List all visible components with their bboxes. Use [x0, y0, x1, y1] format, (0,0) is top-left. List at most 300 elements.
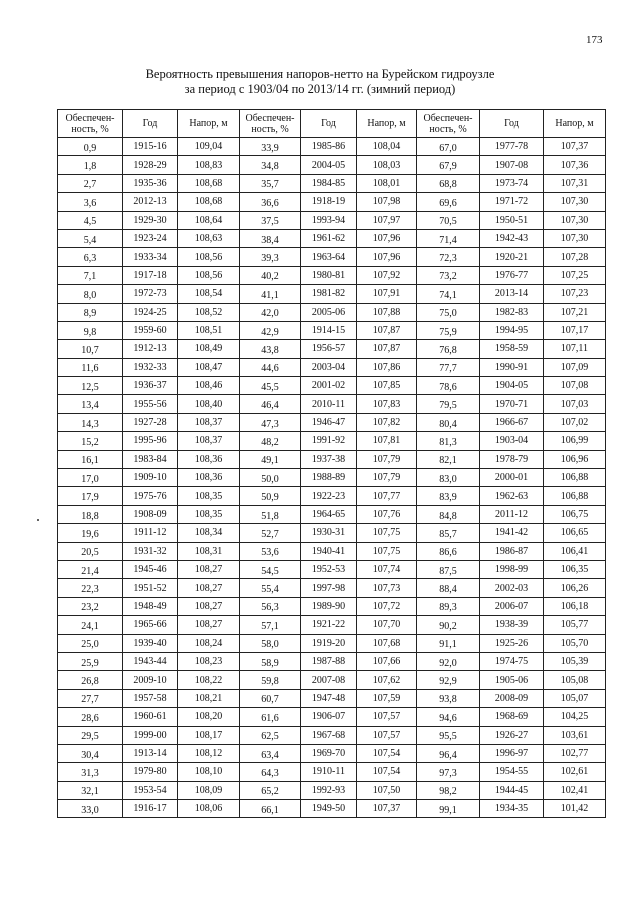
- table-cell: 98,2: [417, 781, 480, 799]
- table-cell: 59,8: [240, 671, 301, 689]
- table-cell: 107,85: [357, 377, 417, 395]
- table-cell: 77,7: [417, 358, 480, 376]
- table-cell: 2002-03: [480, 579, 544, 597]
- table-cell: 1994-95: [480, 321, 544, 339]
- table-cell: 105,08: [544, 671, 606, 689]
- table-cell: 1921-22: [301, 616, 357, 634]
- table-cell: 82,1: [417, 450, 480, 468]
- table-cell: 6,3: [58, 248, 123, 266]
- table-cell: 1962-63: [480, 487, 544, 505]
- table-cell: 57,1: [240, 616, 301, 634]
- table-cell: 1955-56: [123, 395, 178, 413]
- table-cell: 108,36: [178, 469, 240, 487]
- table-cell: 107,54: [357, 763, 417, 781]
- table-cell: 78,6: [417, 377, 480, 395]
- table-row: [58, 303, 606, 321]
- table-cell: 28,6: [58, 708, 123, 726]
- table-cell: 76,8: [417, 340, 480, 358]
- table-cell: 26,8: [58, 671, 123, 689]
- table-cell: 95,5: [417, 726, 480, 744]
- table-cell: 1975-76: [123, 487, 178, 505]
- table-cell: 88,4: [417, 579, 480, 597]
- table-cell: 107,86: [357, 358, 417, 376]
- table-row: [58, 505, 606, 523]
- table-cell: 1953-54: [123, 781, 178, 799]
- table-row: [58, 156, 606, 174]
- table-cell: 89,3: [417, 597, 480, 615]
- table-cell: 106,35: [544, 560, 606, 578]
- table-cell: 49,1: [240, 450, 301, 468]
- table-cell: 92,0: [417, 652, 480, 670]
- table-cell: 8,0: [58, 285, 123, 303]
- table-cell: 53,6: [240, 542, 301, 560]
- table-cell: 107,79: [357, 450, 417, 468]
- table-cell: 99,1: [417, 800, 480, 818]
- table-cell: 107,82: [357, 413, 417, 431]
- table-cell: 24,1: [58, 616, 123, 634]
- table-cell: 102,41: [544, 781, 606, 799]
- table-cell: 1913-14: [123, 744, 178, 762]
- table-cell: 33,0: [58, 800, 123, 818]
- table-cell: 1934-35: [480, 800, 544, 818]
- table-body: [58, 138, 606, 818]
- table-cell: 90,2: [417, 616, 480, 634]
- table-row: [58, 266, 606, 284]
- table-cell: 106,18: [544, 597, 606, 615]
- table-cell: 3,6: [58, 193, 123, 211]
- table-cell: 1971-72: [480, 193, 544, 211]
- table-cell: 1917-18: [123, 266, 178, 284]
- table-cell: 2012-13: [123, 193, 178, 211]
- table-cell: 2006-07: [480, 597, 544, 615]
- table-cell: 1924-25: [123, 303, 178, 321]
- table-cell: 1922-23: [301, 487, 357, 505]
- table-cell: 1937-38: [301, 450, 357, 468]
- table-cell: 107,37: [357, 800, 417, 818]
- header-probability-3: [417, 110, 480, 138]
- table-cell: 68,8: [417, 174, 480, 192]
- table-cell: 107,92: [357, 266, 417, 284]
- table-row: [58, 560, 606, 578]
- table-cell: 47,3: [240, 413, 301, 431]
- table-cell: 42,9: [240, 321, 301, 339]
- table-cell: 2003-04: [301, 358, 357, 376]
- table-cell: 75,9: [417, 321, 480, 339]
- table-cell: 107,57: [357, 726, 417, 744]
- table-cell: 108,06: [178, 800, 240, 818]
- scan-speck: [37, 519, 39, 521]
- table-cell: 1988-89: [301, 469, 357, 487]
- header-year-2: [301, 110, 357, 138]
- table-row: [58, 708, 606, 726]
- table-header-row: [58, 110, 606, 138]
- table-cell: 58,9: [240, 652, 301, 670]
- table-row: [58, 800, 606, 818]
- table-cell: 73,2: [417, 266, 480, 284]
- table-cell: 16,1: [58, 450, 123, 468]
- table-cell: 1974-75: [480, 652, 544, 670]
- table-cell: 56,3: [240, 597, 301, 615]
- header-text: Год: [321, 118, 336, 129]
- table-cell: 1963-64: [301, 248, 357, 266]
- header-text: Обеспечен- ность, %: [423, 112, 473, 135]
- table-cell: 1941-42: [480, 524, 544, 542]
- table-cell: 107,91: [357, 285, 417, 303]
- table-cell: 37,5: [240, 211, 301, 229]
- table-cell: 107,17: [544, 321, 606, 339]
- table-cell: 14,3: [58, 413, 123, 431]
- table-cell: 107,25: [544, 266, 606, 284]
- table-cell: 11,6: [58, 358, 123, 376]
- table-cell: 2013-14: [480, 285, 544, 303]
- table-cell: 69,6: [417, 193, 480, 211]
- header-text: Год: [504, 118, 519, 129]
- table-cell: 1965-66: [123, 616, 178, 634]
- table-cell: 67,0: [417, 138, 480, 156]
- table-cell: 106,75: [544, 505, 606, 523]
- table-cell: 1950-51: [480, 211, 544, 229]
- table-cell: 54,5: [240, 560, 301, 578]
- table-cell: 1905-06: [480, 671, 544, 689]
- table-row: [58, 781, 606, 799]
- table-cell: 50,0: [240, 469, 301, 487]
- header-head-1: [178, 110, 240, 138]
- table-cell: 106,99: [544, 432, 606, 450]
- table-row: [58, 487, 606, 505]
- document-title: [100, 67, 540, 97]
- table-cell: 1964-65: [301, 505, 357, 523]
- table-cell: 10,7: [58, 340, 123, 358]
- table-cell: 85,7: [417, 524, 480, 542]
- header-text: Напор, м: [555, 118, 594, 129]
- table-cell: 108,23: [178, 652, 240, 670]
- table-cell: 1935-36: [123, 174, 178, 192]
- table-cell: 107,96: [357, 248, 417, 266]
- table-cell: 108,27: [178, 597, 240, 615]
- table-cell: 1968-69: [480, 708, 544, 726]
- table-cell: 1980-81: [301, 266, 357, 284]
- table-cell: 1930-31: [301, 524, 357, 542]
- table-cell: 1979-80: [123, 763, 178, 781]
- table-cell: 108,51: [178, 321, 240, 339]
- table-cell: 75,0: [417, 303, 480, 321]
- table-cell: 107,08: [544, 377, 606, 395]
- table-cell: 91,1: [417, 634, 480, 652]
- table-cell: 108,63: [178, 229, 240, 247]
- table-cell: 1945-46: [123, 560, 178, 578]
- table-cell: 1957-58: [123, 689, 178, 707]
- table-cell: 18,8: [58, 505, 123, 523]
- table-cell: 1925-26: [480, 634, 544, 652]
- table-row: [58, 652, 606, 670]
- table-cell: 58,0: [240, 634, 301, 652]
- table-cell: 106,88: [544, 487, 606, 505]
- table-cell: 94,6: [417, 708, 480, 726]
- table-cell: 1961-62: [301, 229, 357, 247]
- table-cell: 1920-21: [480, 248, 544, 266]
- table-cell: 108,49: [178, 340, 240, 358]
- table-cell: 70,5: [417, 211, 480, 229]
- table-cell: 108,36: [178, 450, 240, 468]
- header-year-3: [480, 110, 544, 138]
- table-cell: 104,25: [544, 708, 606, 726]
- table-cell: 34,8: [240, 156, 301, 174]
- table-cell: 107,09: [544, 358, 606, 376]
- table-cell: 1977-78: [480, 138, 544, 156]
- table-cell: 1927-28: [123, 413, 178, 431]
- table-cell: 107,83: [357, 395, 417, 413]
- table-cell: 1960-61: [123, 708, 178, 726]
- table-row: [58, 542, 606, 560]
- table-cell: 1996-97: [480, 744, 544, 762]
- table-cell: 107,21: [544, 303, 606, 321]
- table-cell: 107,74: [357, 560, 417, 578]
- table-cell: 1959-60: [123, 321, 178, 339]
- table-cell: 108,68: [178, 174, 240, 192]
- table-row: [58, 193, 606, 211]
- table-cell: 107,70: [357, 616, 417, 634]
- table-cell: 1947-48: [301, 689, 357, 707]
- table-cell: 48,2: [240, 432, 301, 450]
- header-text: Напор, м: [189, 118, 228, 129]
- table-cell: 1919-20: [301, 634, 357, 652]
- table-cell: 107,36: [544, 156, 606, 174]
- table-cell: 60,7: [240, 689, 301, 707]
- table-cell: 1912-13: [123, 340, 178, 358]
- table-cell: 108,54: [178, 285, 240, 303]
- table-cell: 22,3: [58, 579, 123, 597]
- table-row: [58, 579, 606, 597]
- table-cell: 1990-91: [480, 358, 544, 376]
- table-cell: 108,46: [178, 377, 240, 395]
- table-cell: 1983-84: [123, 450, 178, 468]
- table-cell: 71,4: [417, 229, 480, 247]
- table-cell: 108,01: [357, 174, 417, 192]
- header-text: Напор, м: [367, 118, 406, 129]
- table-row: [58, 229, 606, 247]
- table-cell: 2007-08: [301, 671, 357, 689]
- table-cell: 83,0: [417, 469, 480, 487]
- table-cell: 87,5: [417, 560, 480, 578]
- table-cell: 106,88: [544, 469, 606, 487]
- table-cell: 1998-99: [480, 560, 544, 578]
- header-probability-1: [58, 110, 123, 138]
- table-cell: 107,30: [544, 211, 606, 229]
- table-cell: 1997-98: [301, 579, 357, 597]
- table-cell: 17,0: [58, 469, 123, 487]
- table-cell: 1951-52: [123, 579, 178, 597]
- table-cell: 107,54: [357, 744, 417, 762]
- table-cell: 107,97: [357, 211, 417, 229]
- table-cell: 67,9: [417, 156, 480, 174]
- table-cell: 107,73: [357, 579, 417, 597]
- table-cell: 84,8: [417, 505, 480, 523]
- table-cell: 107,87: [357, 321, 417, 339]
- table-cell: 102,77: [544, 744, 606, 762]
- table-cell: 55,4: [240, 579, 301, 597]
- header-head-2: [357, 110, 417, 138]
- header-head-3: [544, 110, 606, 138]
- table-cell: 1944-45: [480, 781, 544, 799]
- table-cell: 1958-59: [480, 340, 544, 358]
- table-row: [58, 616, 606, 634]
- table-cell: 66,1: [240, 800, 301, 818]
- table-row: [58, 432, 606, 450]
- table-cell: 1909-10: [123, 469, 178, 487]
- page-number: 173: [586, 34, 603, 46]
- table-row: [58, 340, 606, 358]
- table-cell: 108,27: [178, 560, 240, 578]
- table-cell: 105,77: [544, 616, 606, 634]
- table-cell: 46,4: [240, 395, 301, 413]
- table-cell: 1932-33: [123, 358, 178, 376]
- table-cell: 74,1: [417, 285, 480, 303]
- table-cell: 15,2: [58, 432, 123, 450]
- table-cell: 107,31: [544, 174, 606, 192]
- table-cell: 25,9: [58, 652, 123, 670]
- table-cell: 107,96: [357, 229, 417, 247]
- header-text: Обеспечен- ность, %: [245, 112, 295, 135]
- table-cell: 1982-83: [480, 303, 544, 321]
- table-cell: 23,2: [58, 597, 123, 615]
- table-row: [58, 689, 606, 707]
- table-cell: 108,37: [178, 413, 240, 431]
- table-cell: 13,4: [58, 395, 123, 413]
- table-row: [58, 744, 606, 762]
- table-cell: 1903-04: [480, 432, 544, 450]
- table-cell: 107,23: [544, 285, 606, 303]
- table-cell: 27,7: [58, 689, 123, 707]
- table-cell: 109,04: [178, 138, 240, 156]
- table-cell: 36,6: [240, 193, 301, 211]
- table-row: [58, 726, 606, 744]
- header-probability-2: [240, 110, 301, 138]
- table-cell: 106,41: [544, 542, 606, 560]
- header-year-1: [123, 110, 178, 138]
- table-cell: 107,57: [357, 708, 417, 726]
- table-cell: 107,28: [544, 248, 606, 266]
- table-row: [58, 211, 606, 229]
- table-cell: 1992-93: [301, 781, 357, 799]
- table-row: [58, 524, 606, 542]
- table-cell: 106,96: [544, 450, 606, 468]
- table-cell: 1906-07: [301, 708, 357, 726]
- table-cell: 108,40: [178, 395, 240, 413]
- table-cell: 107,98: [357, 193, 417, 211]
- table-cell: 32,1: [58, 781, 123, 799]
- table-row: [58, 469, 606, 487]
- table-cell: 92,9: [417, 671, 480, 689]
- table-cell: 64,3: [240, 763, 301, 781]
- table-cell: 107,68: [357, 634, 417, 652]
- table-cell: 107,75: [357, 524, 417, 542]
- table-cell: 1995-96: [123, 432, 178, 450]
- table-cell: 17,9: [58, 487, 123, 505]
- table-cell: 1908-09: [123, 505, 178, 523]
- table-cell: 107,37: [544, 138, 606, 156]
- table-cell: 62,5: [240, 726, 301, 744]
- table-cell: 1910-11: [301, 763, 357, 781]
- table-cell: 1,8: [58, 156, 123, 174]
- table-cell: 108,24: [178, 634, 240, 652]
- table-cell: 1938-39: [480, 616, 544, 634]
- table-cell: 79,5: [417, 395, 480, 413]
- table-cell: 108,20: [178, 708, 240, 726]
- table-cell: 52,7: [240, 524, 301, 542]
- table-cell: 1972-73: [123, 285, 178, 303]
- table-cell: 2001-02: [301, 377, 357, 395]
- table-row: [58, 248, 606, 266]
- table-cell: 0,9: [58, 138, 123, 156]
- table-cell: 107,76: [357, 505, 417, 523]
- table-cell: 108,35: [178, 487, 240, 505]
- table-cell: 2000-01: [480, 469, 544, 487]
- table-cell: 45,5: [240, 377, 301, 395]
- table-row: [58, 634, 606, 652]
- table-row: [58, 450, 606, 468]
- table-cell: 39,3: [240, 248, 301, 266]
- table-cell: 1954-55: [480, 763, 544, 781]
- table-cell: 1969-70: [301, 744, 357, 762]
- table-cell: 108,09: [178, 781, 240, 799]
- table-cell: 2010-11: [301, 395, 357, 413]
- table-cell: 106,26: [544, 579, 606, 597]
- table-cell: 108,34: [178, 524, 240, 542]
- table-cell: 107,59: [357, 689, 417, 707]
- table-cell: 9,8: [58, 321, 123, 339]
- table-cell: 21,4: [58, 560, 123, 578]
- table-cell: 107,75: [357, 542, 417, 560]
- table-cell: 1918-19: [301, 193, 357, 211]
- table-cell: 1966-67: [480, 413, 544, 431]
- table-cell: 1956-57: [301, 340, 357, 358]
- table-cell: 107,30: [544, 193, 606, 211]
- table-cell: 103,61: [544, 726, 606, 744]
- table-cell: 1999-00: [123, 726, 178, 744]
- table-cell: 108,52: [178, 303, 240, 321]
- table-cell: 105,39: [544, 652, 606, 670]
- table-cell: 108,03: [357, 156, 417, 174]
- table-cell: 97,3: [417, 763, 480, 781]
- table-cell: 72,3: [417, 248, 480, 266]
- table-row: [58, 174, 606, 192]
- table-cell: 107,88: [357, 303, 417, 321]
- table-cell: 4,5: [58, 211, 123, 229]
- table-cell: 1967-68: [301, 726, 357, 744]
- table-cell: 1904-05: [480, 377, 544, 395]
- table-row: [58, 138, 606, 156]
- table-cell: 38,4: [240, 229, 301, 247]
- table-cell: 107,03: [544, 395, 606, 413]
- table-cell: 80,4: [417, 413, 480, 431]
- table-cell: 101,42: [544, 800, 606, 818]
- table-cell: 1936-37: [123, 377, 178, 395]
- table-cell: 5,4: [58, 229, 123, 247]
- table-cell: 20,5: [58, 542, 123, 560]
- table-cell: 108,22: [178, 671, 240, 689]
- table-cell: 2011-12: [480, 505, 544, 523]
- table-cell: 106,65: [544, 524, 606, 542]
- table-cell: 1970-71: [480, 395, 544, 413]
- table-cell: 2,7: [58, 174, 123, 192]
- table-cell: 108,56: [178, 266, 240, 284]
- table-cell: 1987-88: [301, 652, 357, 670]
- table-cell: 1923-24: [123, 229, 178, 247]
- header-text: Год: [142, 118, 158, 129]
- table-cell: 1914-15: [301, 321, 357, 339]
- table-cell: 61,6: [240, 708, 301, 726]
- table-cell: 83,9: [417, 487, 480, 505]
